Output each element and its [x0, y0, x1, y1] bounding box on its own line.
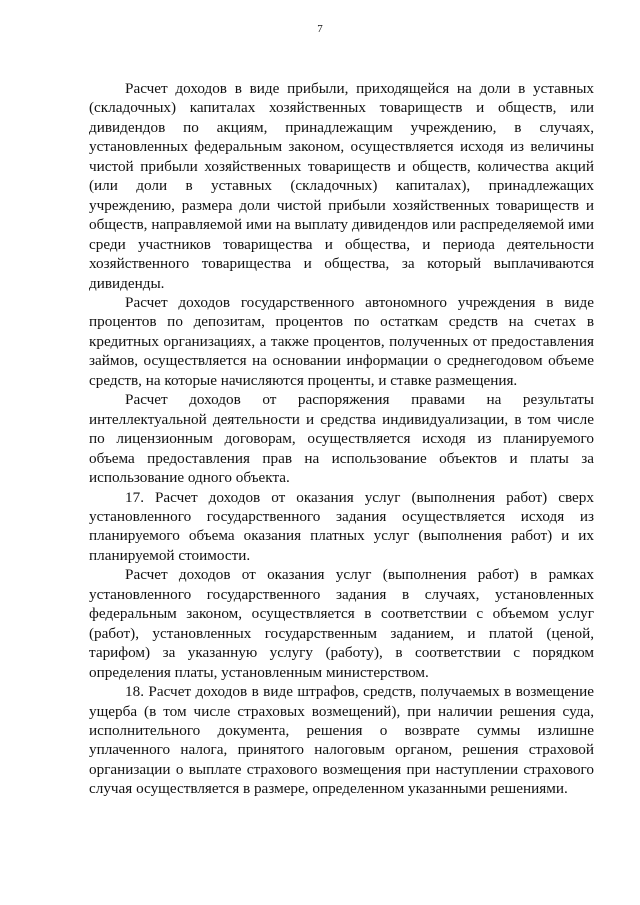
paragraph-18-fines-compensation-income: 18. Расчет доходов в виде штрафов, средств, получаемых в возмещение ущерба (в том числе страховых возмещений), при наличии решения суда, исполнительного документа, решения о возврате суммы излишне уплаченного налога, принятого налоговым органом, решения страховой организации о выплате страхового возмещения при наступлении страхового случая осуществляется в размере, определенном указанными решениями. [89, 683, 594, 798]
page-number: 7 [317, 23, 323, 35]
body-text [89, 79, 594, 799]
paragraph-interest-income: Расчет доходов государственного автономного учреждения в виде процентов по депозитам, процентов по остаткам средств на счетах в кредитных организациях, а также процентов, полученных от предоставления займов, осуществляется на основании информации о среднегодовом объеме средств, на которые начисляются проценты, и ставке размещения. [89, 293, 594, 389]
paragraph-profit-share-income: Расчет доходов в виде прибыли, приходящейся на доли в уставных (складочных) капиталах хозяйственных товариществ и обществ, или дивидендов по акциям, принадлежащим учреждению, в случаях, установленных федеральным законом, осуществляется исходя из величины чистой прибыли хозяйственных товариществ и обществ, количества акций (или доли в уставных (складочных) капиталах), принадлежащих учреждению, размера доли чистой прибыли хозяйственных товариществ и обществ, направляемой ими на выплату дивидендов или распределяемой ими среди участников товарищества и общества, и периода деятельности хозяйственного товарищества и общества, за который выплачиваются дивиденды. [89, 80, 594, 292]
paragraph-17-paid-services-income: 17. Расчет доходов от оказания услуг (выполнения работ) сверх установленного государственного задания осуществляется исходя из планируемого объема оказания платных услуг (выполнения работ) и их планируемой стоимости. [89, 488, 594, 564]
paragraph-state-assignment-services-income: Расчет доходов от оказания услуг (выполнения работ) в рамках установленного государственного задания в случаях, установленных федеральным законом, осуществляется в соответствии с объемом услуг (работ), установленных государственным заданием, и платой (ценой, тарифом) за указанную услугу (работу), в соответствии с порядком определения платы, установленным министерством. [89, 566, 594, 681]
paragraph-intellectual-property-income: Расчет доходов от распоряжения правами на результаты интеллектуальной деятельности и средства индивидуализации, в том числе по лицензионным договорам, осуществляется исходя из планируемого объема предоставления прав на использование объектов и платы за использование одного объекта. [89, 391, 594, 487]
